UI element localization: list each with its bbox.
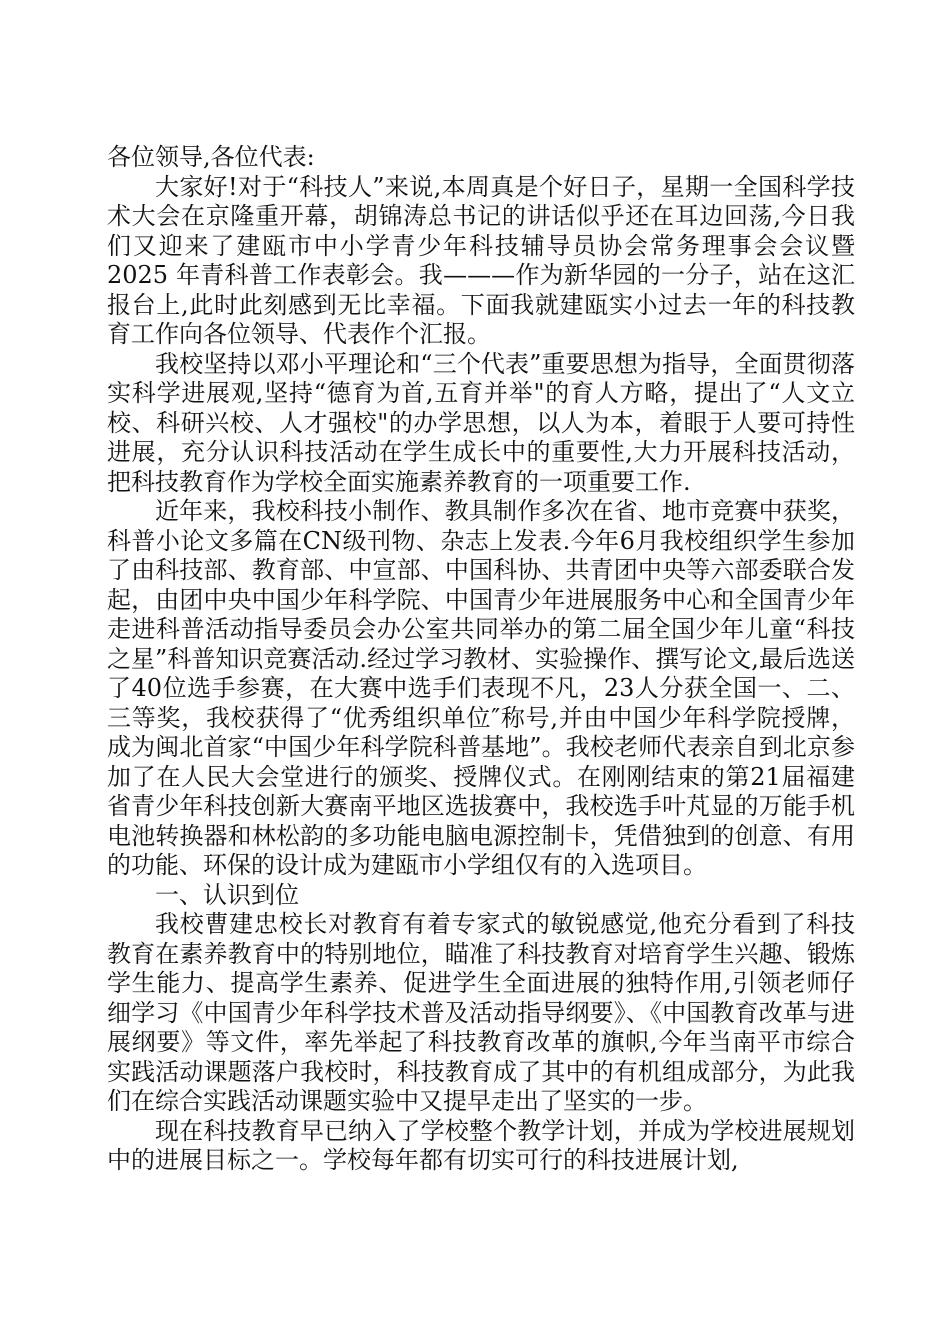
- paragraph-principal: 我校曹建忠校长对教育有着专家式的敏锐感觉,他充分看到了科技教育在素养教育中的特别地位，瞄准了科技教育对培育学生兴趣、锻炼学生能力、提高学生素养、促进学生全面进展的独特作用,引领老师仔细学习《中国青少年科学技术普及活动指导纲要》、《中国教育改革与进展纲要》等文件，率先举起了科技教育改革的旗帜,今年当南平市综合实践活动课题落户我校时，科技教育成了其中的有机组成部分，为此我们在综合实践活动课题实验中又提早走出了坚实的一步。: [107, 910, 855, 1115]
- section-heading: 一、认识到位: [155, 880, 299, 909]
- paragraph-opening: 大家好!对于“科技人”来说,本周真是个好日子，星期一全国科学技术大会在京隆重开幕，胡锦涛总书记的讲话似乎还在耳边回荡,今日我们又迎来了建瓯市中小学青少年科技辅导员协会常务理事会会议暨 2025 年青科普工作表彰会。我———作为新华园的一分子，站在这汇报台上,此时此刻感到无比幸福。下面我就建瓯实小过去一年的科技教育工作向各位领导、代表作个汇报。: [107, 172, 855, 348]
- paragraph-guiding-thought: 我校坚持以邓小平理论和“三个代表”重要思想为指导，全面贯彻落实科学进展观,坚持“德育为首,五育并举"的育人方略，提出了“人文立校、科研兴校、人才强校"的办学思想，以人为本，着眼于人要可持性进展，充分认识科技活动在学生成长中的重要性,大力开展科技活动，把科技教育作为学校全面实施素养教育的一项重要工作.: [107, 349, 855, 496]
- greeting: 各位领导,各位代表:: [107, 143, 315, 171]
- paragraph-achievements: 近年来，我校科技小制作、教具制作多次在省、地市竞赛中获奖，科普小论文多篇在CN级刊物、杂志上发表.今年6月我校组织学生参加了由科技部、教育部、中宣部、中国科协、共青团中央等六部委联合发起，由团中央中国少年科学院、中国青少年进展服务中心和全国青少年走进科普活动指导委员会办公室共同举办的第二届全国少年儿童“科技之星”科普知识竞赛活动.经过学习教材、实验操作、撰写论文,最后选送了40位选手参赛，在大赛中选手们表现不凡，23人分获全国一、二、三等奖，我校获得了“优秀组织单位″称号,并由中国少年科学院授牌，成为闽北首家“中国少年科学院科普基地”。我校老师代表亲自到北京参加了在人民大会堂进行的颁奖、授牌仪式。在刚刚结束的第21届福建省青少年科技创新大赛南平地区选拔赛中，我校选手叶芃显的万能手机电池转换器和林松韵的多功能电脑电源控制卡，凭借独到的创意、有用的功能、环保的设计成为建瓯市小学组仅有的入选项目。: [107, 497, 855, 879]
- document-page: [107, 143, 855, 1176]
- paragraph-plan: 现在科技教育早已纳入了学校整个教学计划，并成为学校进展规划中的进展目标之一。学校每年都有切实可行的科技进展计划,: [107, 1116, 855, 1174]
